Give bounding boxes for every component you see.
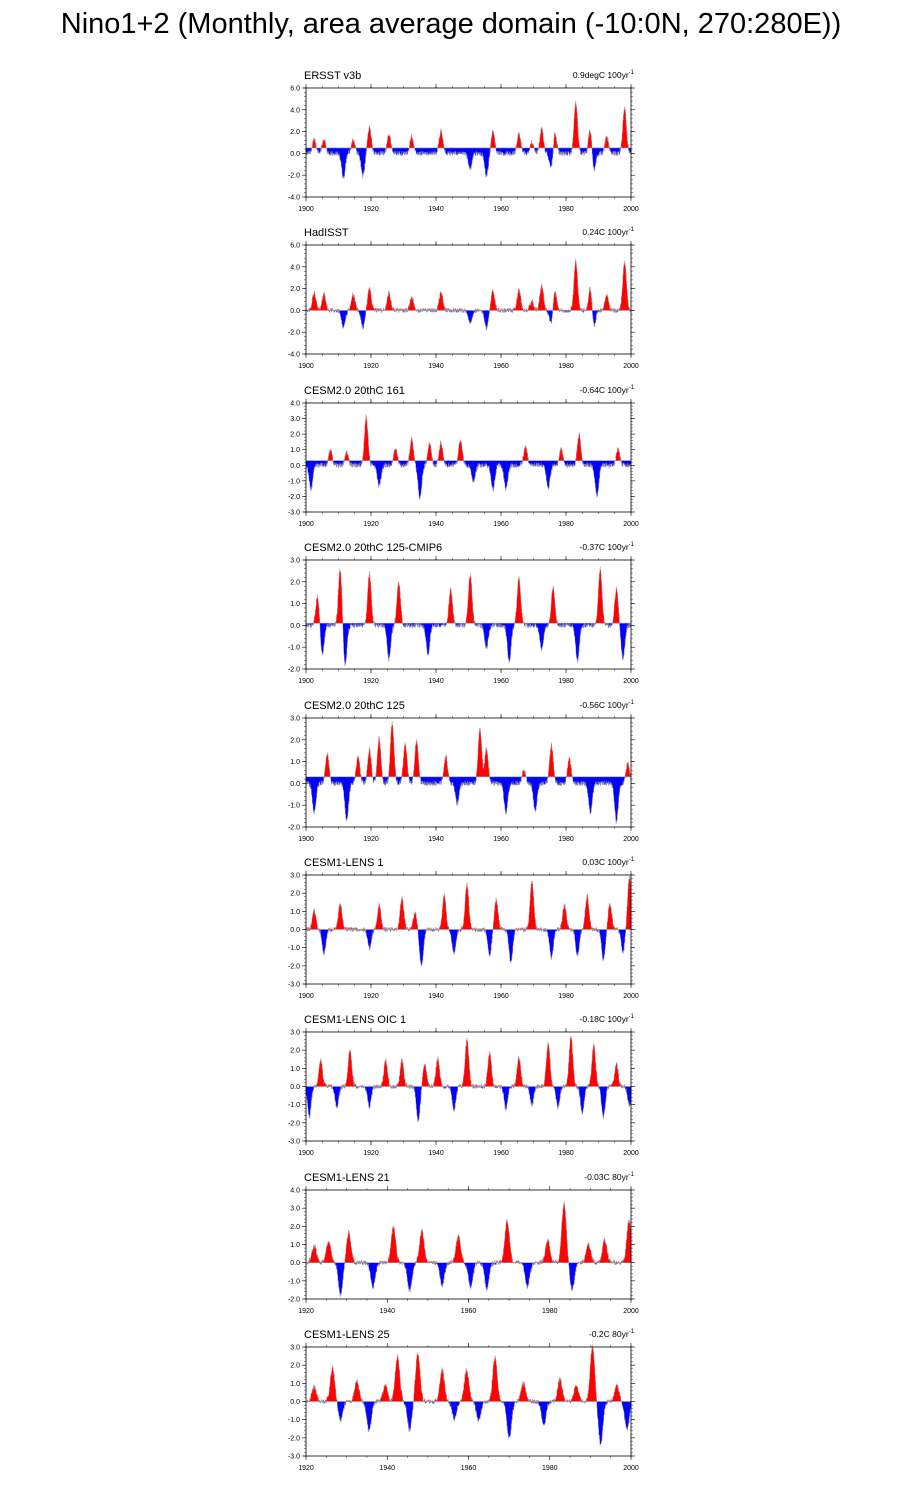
trend-label: -0.37C $100yr^{-1}$ bbox=[579, 542, 634, 553]
x-tick-label: 2000 bbox=[623, 363, 639, 371]
x-tick-label: 1940 bbox=[428, 363, 444, 371]
smoothed-line bbox=[306, 259, 631, 331]
x-tick-label: 1900 bbox=[298, 363, 314, 371]
y-tick-label: 6.0 bbox=[290, 242, 300, 250]
page-title: Nino1+2 (Monthly, area average domain (-10:0N, 270:280E)) bbox=[60, 8, 842, 40]
panel-title: CESM2.0 20thC 161 bbox=[304, 384, 405, 397]
smoothed-line bbox=[306, 101, 631, 179]
plot-svg bbox=[268, 227, 640, 377]
trend-label: -0.64C $100yr^{-1}$ bbox=[579, 384, 634, 395]
chart-panel bbox=[268, 70, 640, 220]
y-tick-label: 0.0 bbox=[290, 462, 300, 470]
x-tick-label: 1960 bbox=[493, 363, 509, 371]
y-tick-label: -2.0 bbox=[287, 493, 300, 501]
y-tick-label: 2.0 bbox=[290, 286, 300, 294]
plot-frame bbox=[306, 88, 631, 197]
y-tick-label: 0.0 bbox=[290, 150, 300, 158]
trend-label: 0.9degC $100yr^{-1}$ bbox=[572, 70, 634, 80]
x-tick-label: 1980 bbox=[558, 206, 574, 213]
plot-svg bbox=[268, 70, 640, 220]
x-tick-label: 1980 bbox=[558, 363, 574, 371]
x-tick-label: 1920 bbox=[363, 206, 379, 213]
y-tick-label: -2.0 bbox=[287, 330, 300, 338]
x-tick-label: 1920 bbox=[363, 363, 379, 371]
y-tick-label: -4.0 bbox=[287, 194, 300, 202]
y-tick-label: 2.0 bbox=[290, 129, 300, 137]
x-tick-label: 2000 bbox=[623, 520, 639, 528]
plot-svg bbox=[268, 542, 640, 692]
panel-title: CESM2.0 20thC 125-CMIP6 bbox=[304, 542, 443, 555]
y-tick-label: 1.0 bbox=[290, 447, 300, 455]
y-tick-label: -4.0 bbox=[287, 351, 300, 359]
y-tick-label: -3.0 bbox=[287, 509, 300, 517]
y-tick-label: -1.0 bbox=[287, 478, 300, 486]
plot-svg bbox=[268, 385, 640, 535]
y-tick-label: 4.0 bbox=[290, 400, 300, 408]
x-tick-label: 1940 bbox=[428, 520, 444, 528]
chart-panel bbox=[268, 227, 640, 377]
x-tick-label: 1920 bbox=[363, 520, 379, 528]
x-tick-label: 1980 bbox=[558, 520, 574, 528]
chart-panel bbox=[268, 385, 640, 535]
y-tick-label: 2.0 bbox=[290, 431, 300, 439]
y-tick-label: -2.0 bbox=[287, 172, 300, 180]
y-tick-label: 4.0 bbox=[290, 107, 300, 115]
x-tick-label: 1900 bbox=[298, 206, 314, 213]
x-tick-label: 2000 bbox=[623, 206, 639, 213]
y-tick-label: 6.0 bbox=[290, 85, 300, 93]
x-tick-label: 1900 bbox=[298, 520, 314, 528]
panel-title: ERSST v3b bbox=[304, 70, 362, 82]
smoothed-line bbox=[306, 414, 631, 500]
chart-panel bbox=[268, 542, 640, 692]
plot-frame bbox=[306, 403, 631, 512]
y-tick-label: 3.0 bbox=[290, 415, 300, 423]
panel-title: HadISST bbox=[304, 227, 349, 240]
trend-label: 0.24C $100yr^{-1}$ bbox=[582, 227, 634, 238]
y-tick-label: 0.0 bbox=[290, 308, 300, 316]
y-tick-label: 4.0 bbox=[290, 264, 300, 272]
x-tick-label: 1960 bbox=[493, 206, 509, 213]
x-tick-label: 1960 bbox=[493, 520, 509, 528]
x-tick-label: 1940 bbox=[428, 206, 444, 213]
